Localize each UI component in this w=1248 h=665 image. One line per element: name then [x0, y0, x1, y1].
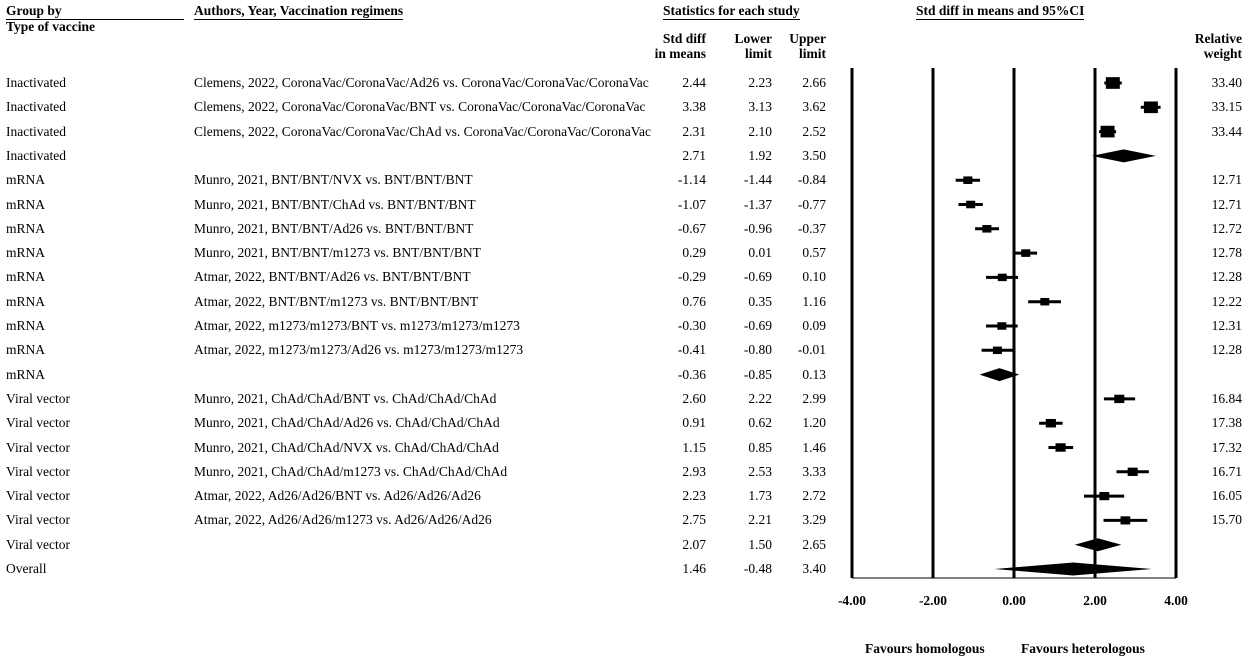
- summary-diamond: [1092, 149, 1156, 162]
- point-estimate: [998, 274, 1007, 281]
- row-upper-limit: 0.10: [802, 269, 826, 285]
- row-lower-limit: 0.01: [748, 245, 772, 261]
- x-tick-label: 4.00: [1164, 593, 1188, 608]
- row-relative-weight: 12.28: [1211, 342, 1242, 358]
- row-relative-weight: 33.15: [1211, 99, 1242, 115]
- favours-heterologous-label: Favours heterologous: [1021, 641, 1145, 656]
- point-estimate: [1144, 101, 1158, 113]
- row-group: Viral vector: [6, 463, 71, 479]
- row-relative-weight: 17.32: [1211, 439, 1242, 455]
- row-lower-limit: 0.62: [748, 415, 772, 431]
- point-estimate: [982, 225, 991, 233]
- row-std-diff: 2.93: [682, 463, 706, 479]
- row-group: mRNA: [6, 196, 46, 212]
- row-group: Viral vector: [6, 390, 71, 406]
- row-study: Munro, 2021, BNT/BNT/Ad26 vs. BNT/BNT/BNT: [194, 220, 474, 236]
- upper-limit-header-line2: limit: [799, 46, 826, 61]
- row-upper-limit: 2.52: [802, 123, 826, 139]
- row-lower-limit: -0.48: [743, 561, 772, 576]
- row-study: Munro, 2021, ChAd/ChAd/NVX vs. ChAd/ChAd/ChAd: [194, 439, 499, 455]
- row-std-diff: -1.07: [677, 196, 706, 212]
- row-lower-limit: -0.85: [743, 366, 772, 382]
- point-estimate: [1021, 249, 1030, 257]
- row-std-diff: -0.29: [677, 269, 706, 285]
- point-estimate: [997, 322, 1006, 329]
- row-upper-limit: 0.09: [802, 318, 826, 333]
- row-upper-limit: -0.84: [797, 172, 826, 188]
- point-estimate: [1099, 492, 1109, 500]
- row-lower-limit: 1.73: [748, 488, 772, 504]
- row-study: Atmar, 2022, Ad26/Ad26/m1273 vs. Ad26/Ad26/Ad26: [194, 512, 492, 528]
- row-upper-limit: 0.57: [802, 245, 826, 261]
- row-std-diff: 2.31: [682, 123, 706, 139]
- row-lower-limit: -0.96: [743, 220, 772, 236]
- row-relative-weight: 33.40: [1211, 75, 1242, 90]
- favours-homologous-label: Favours homologous: [865, 641, 985, 656]
- relative-weight-header-line1: Relative: [1194, 31, 1242, 46]
- row-study: Munro, 2021, BNT/BNT/NVX vs. BNT/BNT/BNT: [194, 172, 473, 188]
- row-study: Atmar, 2022, BNT/BNT/m1273 vs. BNT/BNT/BNT: [194, 293, 479, 309]
- row-study: Clemens, 2022, CoronaVac/CoronaVac/Ad26 vs. CoronaVac/CoronaVac/CoronaVac: [194, 75, 649, 90]
- row-upper-limit: 2.72: [802, 488, 826, 504]
- row-study: Munro, 2021, BNT/BNT/m1273 vs. BNT/BNT/BNT: [194, 245, 481, 261]
- row-group: mRNA: [6, 342, 46, 358]
- summary-diamond: [995, 563, 1152, 576]
- statistics-header: Statistics for each study: [663, 3, 800, 18]
- row-upper-limit: 3.29: [802, 512, 826, 528]
- row-group: Viral vector: [6, 512, 71, 528]
- row-group: Viral vector: [6, 488, 71, 504]
- std-diff-header-line1: Std diff: [662, 31, 706, 46]
- row-std-diff: -0.36: [677, 366, 706, 382]
- row-relative-weight: 12.71: [1211, 172, 1242, 188]
- row-group: mRNA: [6, 220, 46, 236]
- row-std-diff: 2.44: [682, 75, 706, 90]
- row-upper-limit: 3.62: [802, 99, 826, 115]
- row-upper-limit: 3.50: [802, 147, 826, 163]
- row-group: Inactivated: [6, 147, 66, 163]
- row-study: Atmar, 2022, m1273/m1273/Ad26 vs. m1273/m1273/m1273: [194, 342, 524, 358]
- row-std-diff: 1.15: [682, 439, 706, 455]
- point-estimate: [1040, 298, 1049, 305]
- row-relative-weight: 12.72: [1211, 220, 1242, 236]
- authors-header: Authors, Year, Vaccination regimens: [194, 3, 404, 18]
- row-lower-limit: -0.69: [743, 269, 772, 285]
- row-std-diff: -0.30: [677, 318, 706, 333]
- row-lower-limit: -1.44: [743, 172, 772, 188]
- row-lower-limit: -1.37: [743, 196, 772, 212]
- row-relative-weight: 12.78: [1211, 245, 1242, 261]
- summary-diamond: [980, 368, 1020, 381]
- row-study: Atmar, 2022, BNT/BNT/Ad26 vs. BNT/BNT/BNT: [194, 269, 471, 285]
- row-group: Overall: [6, 561, 47, 576]
- row-std-diff: 0.29: [682, 245, 706, 261]
- row-std-diff: 2.71: [682, 147, 706, 163]
- row-upper-limit: 2.65: [802, 536, 826, 552]
- row-study: Munro, 2021, ChAd/ChAd/m1273 vs. ChAd/ChAd/ChAd: [194, 463, 508, 479]
- x-tick-label: 2.00: [1083, 593, 1107, 608]
- row-upper-limit: 2.66: [802, 75, 826, 90]
- x-tick-label: 0.00: [1002, 593, 1026, 608]
- row-study: Atmar, 2022, Ad26/Ad26/BNT vs. Ad26/Ad26/Ad26: [194, 488, 481, 504]
- row-study: Munro, 2021, ChAd/ChAd/Ad26 vs. ChAd/ChAd/ChAd: [194, 415, 500, 431]
- point-estimate: [1101, 126, 1115, 138]
- row-group: mRNA: [6, 318, 46, 333]
- row-std-diff: -0.41: [677, 342, 706, 358]
- row-std-diff: 1.46: [682, 561, 706, 576]
- row-lower-limit: -0.69: [743, 318, 772, 333]
- point-estimate: [966, 201, 975, 209]
- row-lower-limit: 1.92: [748, 147, 772, 163]
- lower-limit-header-line2: limit: [745, 46, 772, 61]
- upper-limit-header-line1: Upper: [789, 31, 826, 46]
- row-group: Inactivated: [6, 123, 66, 139]
- x-tick-label: -4.00: [837, 593, 867, 608]
- row-upper-limit: 2.99: [802, 390, 826, 406]
- point-estimate: [1046, 419, 1056, 427]
- row-lower-limit: 2.22: [748, 390, 772, 406]
- row-std-diff: -0.67: [677, 220, 706, 236]
- row-upper-limit: -0.37: [797, 220, 826, 236]
- row-lower-limit: 2.53: [748, 463, 772, 479]
- row-relative-weight: 12.31: [1211, 318, 1242, 333]
- row-std-diff: 3.38: [682, 99, 706, 115]
- row-group: Inactivated: [6, 99, 66, 115]
- row-group: mRNA: [6, 245, 46, 261]
- row-lower-limit: 0.35: [748, 293, 772, 309]
- row-std-diff: 0.91: [682, 415, 706, 431]
- point-estimate: [1114, 395, 1124, 403]
- row-relative-weight: 16.71: [1211, 463, 1242, 479]
- type-of-vaccine-header: Type of vaccine: [6, 19, 95, 34]
- group-by-header: Group by: [6, 3, 184, 20]
- row-group: mRNA: [6, 366, 46, 382]
- row-group: Viral vector: [6, 536, 71, 552]
- point-estimate: [963, 176, 972, 184]
- row-study: Atmar, 2022, m1273/m1273/BNT vs. m1273/m1273/m1273: [194, 318, 520, 333]
- row-lower-limit: 2.23: [748, 75, 772, 90]
- row-lower-limit: 2.21: [748, 512, 772, 528]
- point-estimate: [1055, 443, 1065, 451]
- row-upper-limit: 1.20: [802, 415, 826, 431]
- row-std-diff: 2.75: [682, 512, 706, 528]
- row-relative-weight: 12.22: [1211, 293, 1242, 309]
- row-study: Munro, 2021, BNT/BNT/ChAd vs. BNT/BNT/BNT: [194, 196, 476, 212]
- row-upper-limit: 3.33: [802, 463, 826, 479]
- row-study: Clemens, 2022, CoronaVac/CoronaVac/ChAd vs. CoronaVac/CoronaVac/CoronaVac: [194, 123, 652, 139]
- row-relative-weight: 16.84: [1211, 390, 1242, 406]
- row-upper-limit: 0.13: [802, 366, 826, 382]
- row-relative-weight: 12.28: [1211, 269, 1242, 285]
- row-lower-limit: 0.85: [748, 439, 772, 455]
- row-upper-limit: 1.46: [802, 439, 826, 455]
- row-group: mRNA: [6, 269, 46, 285]
- row-relative-weight: 33.44: [1211, 123, 1242, 139]
- row-group: mRNA: [6, 172, 46, 188]
- lower-limit-header-line1: Lower: [734, 31, 772, 46]
- row-upper-limit: 1.16: [802, 293, 826, 309]
- row-relative-weight: 17.38: [1211, 415, 1242, 431]
- row-std-diff: 2.07: [682, 536, 706, 552]
- point-estimate: [993, 347, 1002, 354]
- row-std-diff: 2.23: [682, 488, 706, 504]
- std-diff-header-line2: in means: [654, 46, 706, 61]
- row-group: mRNA: [6, 293, 46, 309]
- row-lower-limit: -0.80: [743, 342, 772, 358]
- row-upper-limit: -0.01: [797, 342, 826, 358]
- plot-header: Std diff in means and 95%CI: [916, 3, 1085, 18]
- row-lower-limit: 2.10: [748, 123, 772, 139]
- row-std-diff: 0.76: [682, 293, 706, 309]
- row-relative-weight: 16.05: [1211, 488, 1242, 504]
- x-tick-label: -2.00: [918, 593, 948, 608]
- row-group: Inactivated: [6, 75, 66, 90]
- row-group: Viral vector: [6, 439, 71, 455]
- row-upper-limit: 3.40: [802, 561, 826, 576]
- row-relative-weight: 12.71: [1211, 196, 1242, 212]
- row-study: Clemens, 2022, CoronaVac/CoronaVac/BNT vs. CoronaVac/CoronaVac/CoronaVac: [194, 99, 646, 115]
- point-estimate: [1106, 77, 1120, 89]
- relative-weight-header-line2: weight: [1203, 46, 1242, 61]
- point-estimate: [1128, 468, 1138, 476]
- row-study: Munro, 2021, ChAd/ChAd/BNT vs. ChAd/ChAd/ChAd: [194, 390, 497, 406]
- point-estimate: [1120, 516, 1130, 524]
- summary-diamond: [1075, 538, 1122, 551]
- row-relative-weight: 15.70: [1211, 512, 1242, 528]
- row-lower-limit: 1.50: [748, 536, 772, 552]
- row-std-diff: -1.14: [677, 172, 706, 188]
- row-upper-limit: -0.77: [797, 196, 826, 212]
- row-std-diff: 2.60: [682, 390, 706, 406]
- row-group: Viral vector: [6, 415, 71, 431]
- row-lower-limit: 3.13: [748, 99, 772, 115]
